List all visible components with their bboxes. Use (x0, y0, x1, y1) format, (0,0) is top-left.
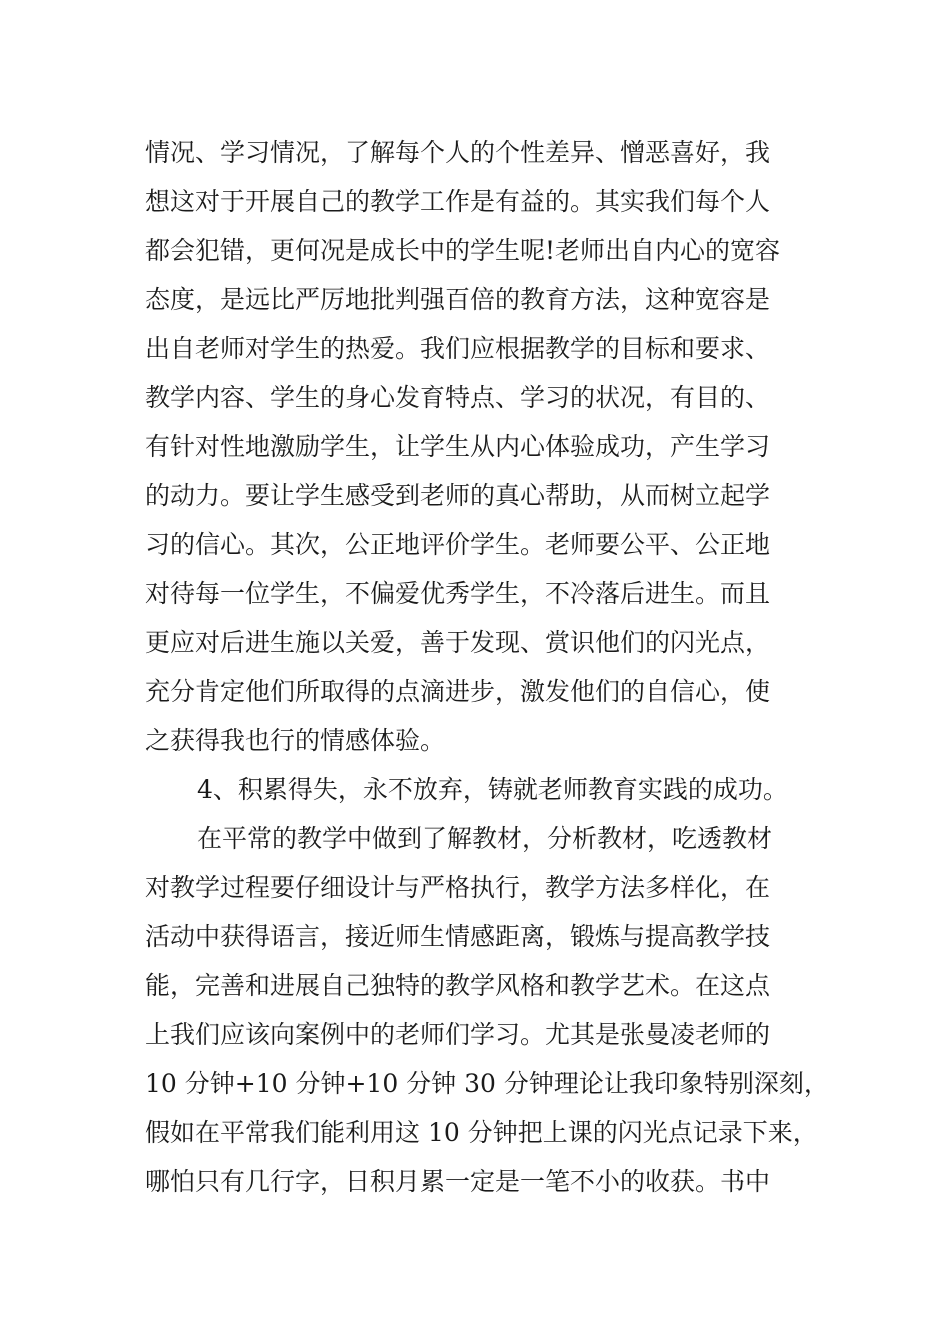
text-line: 上我们应该向案例中的老师们学习。尤其是张曼凌老师的 (145, 1020, 771, 1049)
text-line: 想这对于开展自己的教学工作是有益的。其实我们每个人 (145, 187, 771, 216)
text-line: 出自老师对学生的热爱。我们应根据教学的目标和要求、 (145, 334, 771, 363)
text-line: 教学内容、学生的身心发育特点、学习的状况，有目的、 (145, 383, 771, 412)
text-line: 都会犯错，更何况是成长中的学生呢!老师出自内心的宽容 (145, 236, 781, 265)
text-line: 假如在平常我们能利用这 10 分钟把上课的闪光点记录下来， (145, 1118, 818, 1147)
text-line: 对待每一位学生，不偏爱优秀学生，不冷落后进生。而且 (145, 579, 771, 608)
text-line: 哪怕只有几行字，日积月累一定是一笔不小的收获。书中 (145, 1167, 771, 1196)
text-line: 更应对后进生施以关爱，善于发现、赏识他们的闪光点， (145, 628, 771, 657)
text-line: 对教学过程要仔细设计与严格执行，教学方法多样化，在 (145, 873, 771, 902)
text-line: 习的信心。其次，公正地评价学生。老师要公平、公正地 (145, 530, 771, 559)
text-line: 情况、学习情况，了解每个人的个性差异、憎恶喜好，我 (145, 138, 771, 167)
paragraph-first-line: 在平常的教学中做到了解教材，分析教材，吃透教材 (197, 824, 773, 853)
text-line: 之获得我也行的情感体验。 (145, 726, 446, 755)
text-line: 10 分钟+10 分钟+10 分钟 30 分钟理论让我印象特别深刻， (145, 1069, 829, 1098)
section-heading: 4、积累得失，永不放弃，铸就老师教育实践的成功。 (197, 775, 788, 804)
text-line: 能，完善和进展自己独特的教学风格和教学艺术。在这点 (145, 971, 771, 1000)
text-line: 有针对性地激励学生，让学生从内心体验成功，产生学习 (145, 432, 771, 461)
text-line: 的动力。要让学生感受到老师的真心帮助，从而树立起学 (145, 481, 771, 510)
body-text (145, 128, 845, 1206)
text-line: 态度，是远比严厉地批判强百倍的教育方法，这种宽容是 (145, 285, 771, 314)
text-line: 充分肯定他们所取得的点滴进步，激发他们的自信心，使 (145, 677, 771, 706)
text-line: 活动中获得语言，接近师生情感距离，锻炼与提高教学技 (145, 922, 771, 951)
